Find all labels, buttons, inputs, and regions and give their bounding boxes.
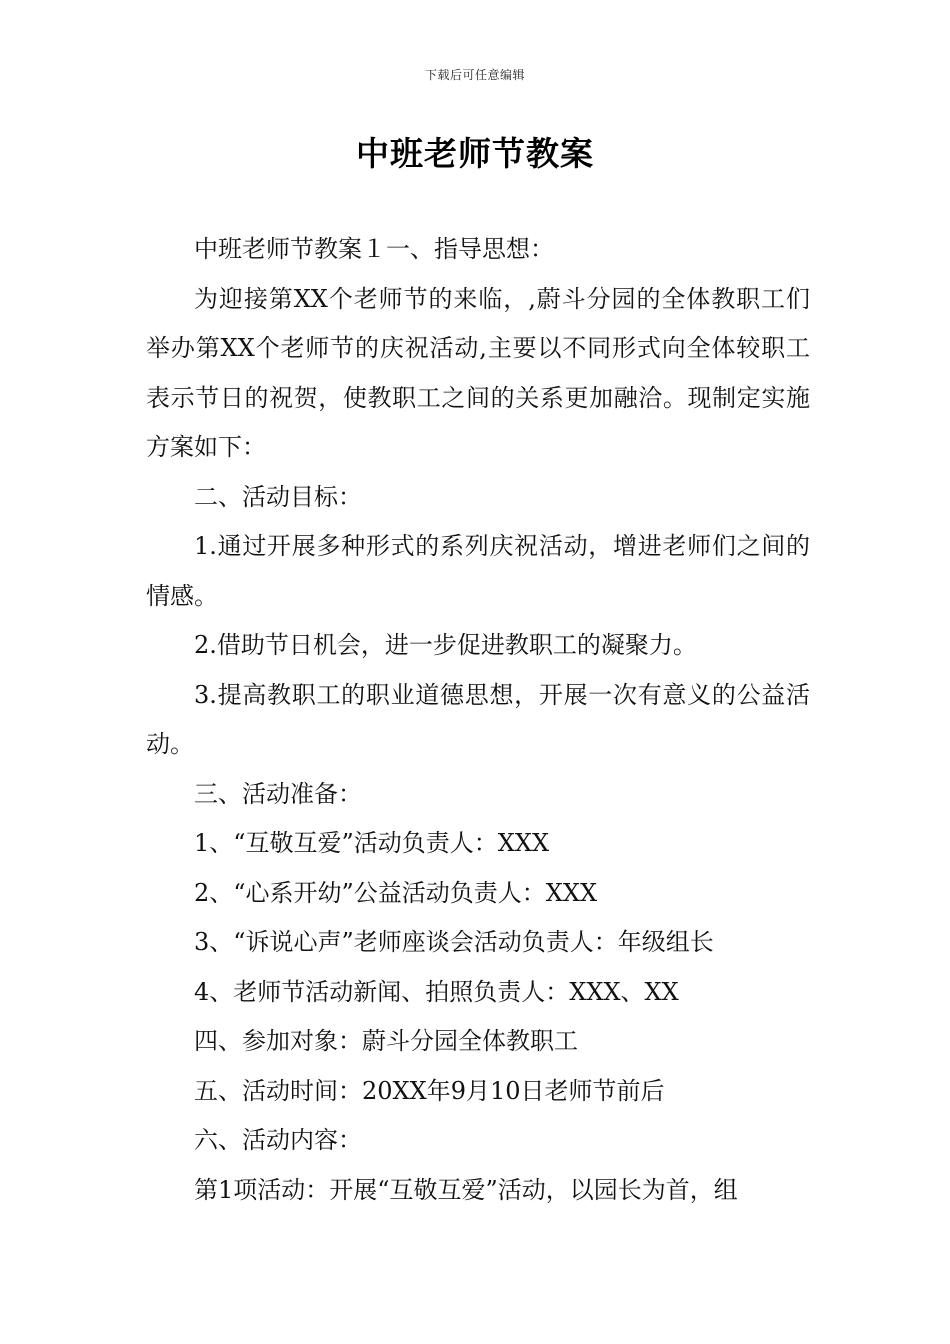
paragraph: 第1项活动：开展“互敬互爱”活动，以园长为首，组 bbox=[194, 1175, 738, 1204]
paragraph: 2、“心系开幼”公益活动负责人：XXX bbox=[194, 878, 598, 907]
paragraph: 1.通过开展多种形式的系列庆祝活动，增进老师们之间的情感。 bbox=[146, 532, 810, 610]
paragraph: 4、老师节活动新闻、拍照负责人：XXX、XX bbox=[194, 977, 679, 1006]
paragraph: 三、活动准备： bbox=[194, 779, 362, 808]
paragraph: 六、活动内容： bbox=[194, 1126, 362, 1154]
paragraph: 3.提高教职工的职业道德思想，开展一次有意义的公益活动。 bbox=[146, 680, 810, 758]
document-title: 中班老师节教案 bbox=[356, 134, 594, 173]
paragraph: 二、活动目标： bbox=[194, 482, 362, 511]
document-body bbox=[146, 225, 810, 1215]
header-note: 下载后可任意编辑 bbox=[424, 68, 525, 82]
paragraph: 为迎接第XX个老师节的来临，,蔚斗分园的全体教职工们举办第XX个老师节的庆祝活动,主要以不同形式向全体较职工表示节日的祝贺，使教职工之间的关系更加融洽。现制定实施方案如下： bbox=[146, 284, 810, 461]
paragraph: 1、“互敬互爱”活动负责人：XXX bbox=[194, 829, 550, 857]
paragraph: 五、活动时间：20XX年9月10日老师节前后 bbox=[194, 1076, 665, 1105]
paragraph: 中班老师节教案１一、指导思想： bbox=[194, 235, 554, 263]
paragraph: 2.借助节日机会，进一步促进教职工的凝聚力。 bbox=[194, 631, 697, 659]
paragraph: 3、“诉说心声”老师座谈会活动负责人：年级组长 bbox=[194, 928, 714, 956]
paragraph: 四、参加对象：蔚斗分园全体教职工 bbox=[194, 1027, 578, 1055]
